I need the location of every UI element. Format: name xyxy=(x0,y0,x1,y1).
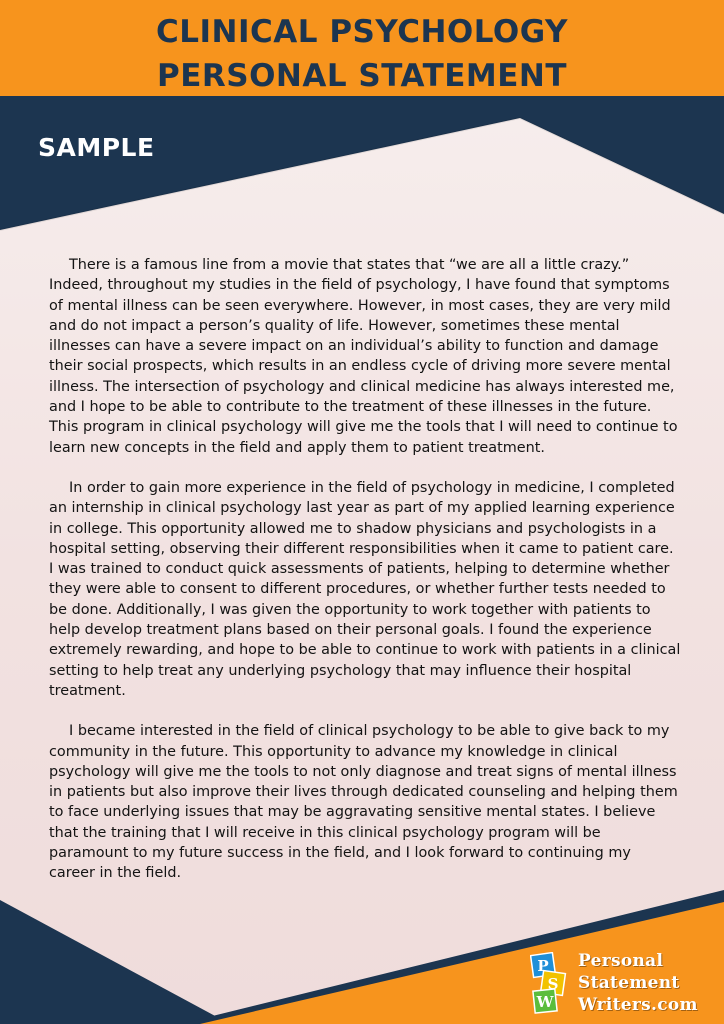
badge-letter-s: S xyxy=(547,975,559,993)
logo-wordmark xyxy=(578,950,724,1016)
paragraph: There is a famous line from a movie that states that “we are all a little crazy.” Indeed, throughout my studies in the field of psychology, I have found that symptoms of mental illness can be seen everywhere. However, in most cases, they are very mild and do not impact a person’s quality of life. However, sometimes these mental illnesses can have a severe impact on an individual’s ability to function and damage their social prospects, which results in an endless cycle of driving more severe mental illness. The intersection of psychology and clinical medicine has always interested me, and I hope to be able to contribute to the treatment of these illnesses in the future. This program in clinical psychology will give me the tools that I will need to continue to learn new concepts in the field and apply them to patient treatment. xyxy=(49,257,678,456)
logo-line-3: Writers.com xyxy=(578,995,698,1015)
logo-badge-icon xyxy=(530,952,570,1016)
logo-line-2: Statement xyxy=(578,973,680,993)
badge-letter-w: W xyxy=(536,993,554,1011)
title-line-1: CLINICAL PSYCHOLOGY xyxy=(156,14,568,50)
paragraph: In order to gain more experience in the field of psychology in medicine, I completed an internship in clinical psychology last year as part of my applied learning experience in college. This opportunity allowed me to shadow physicians and psychologists in a hospital setting, observing their different responsibilities when it came to patient care. I was trained to conduct quick assessments of patients, helping to determine whether they were able to consent to different procedures, or whether further tests needed to be done. Additionally, I was given the opportunity to work together with patients to help develop treatment plans based on their personal goals. I found the experience extremely rewarding, and hope to be able to continue to work with patients in a clinical setting to help treat any underlying psychology that may influence their hospital treatment. xyxy=(49,479,681,699)
paragraph: I became interested in the field of clinical psychology to be able to give back to my community in the future. This opportunity to advance my knowledge in clinical psychology will give me the tools to not only diagnose and treat signs of mental illness in patients but also improve their lives through dedicated counseling and helping them to face underlying issues that may be aggravating sensitive mental states. I believe that the training that I will receive in this clinical psychology program will be paramount to my future success in the field, and I look forward to continuing my career in the field. xyxy=(49,723,678,882)
brand-logo xyxy=(530,950,720,1020)
navy-banner xyxy=(0,96,724,236)
logo-line-1: Personal xyxy=(578,951,664,971)
sample-label: SAMPLE xyxy=(38,133,155,162)
title-line-2: PERSONAL STATEMENT xyxy=(156,58,568,94)
page-title xyxy=(0,10,724,98)
header-band xyxy=(0,0,724,106)
badge-letter-p: P xyxy=(537,957,549,975)
statement-body xyxy=(49,255,681,904)
